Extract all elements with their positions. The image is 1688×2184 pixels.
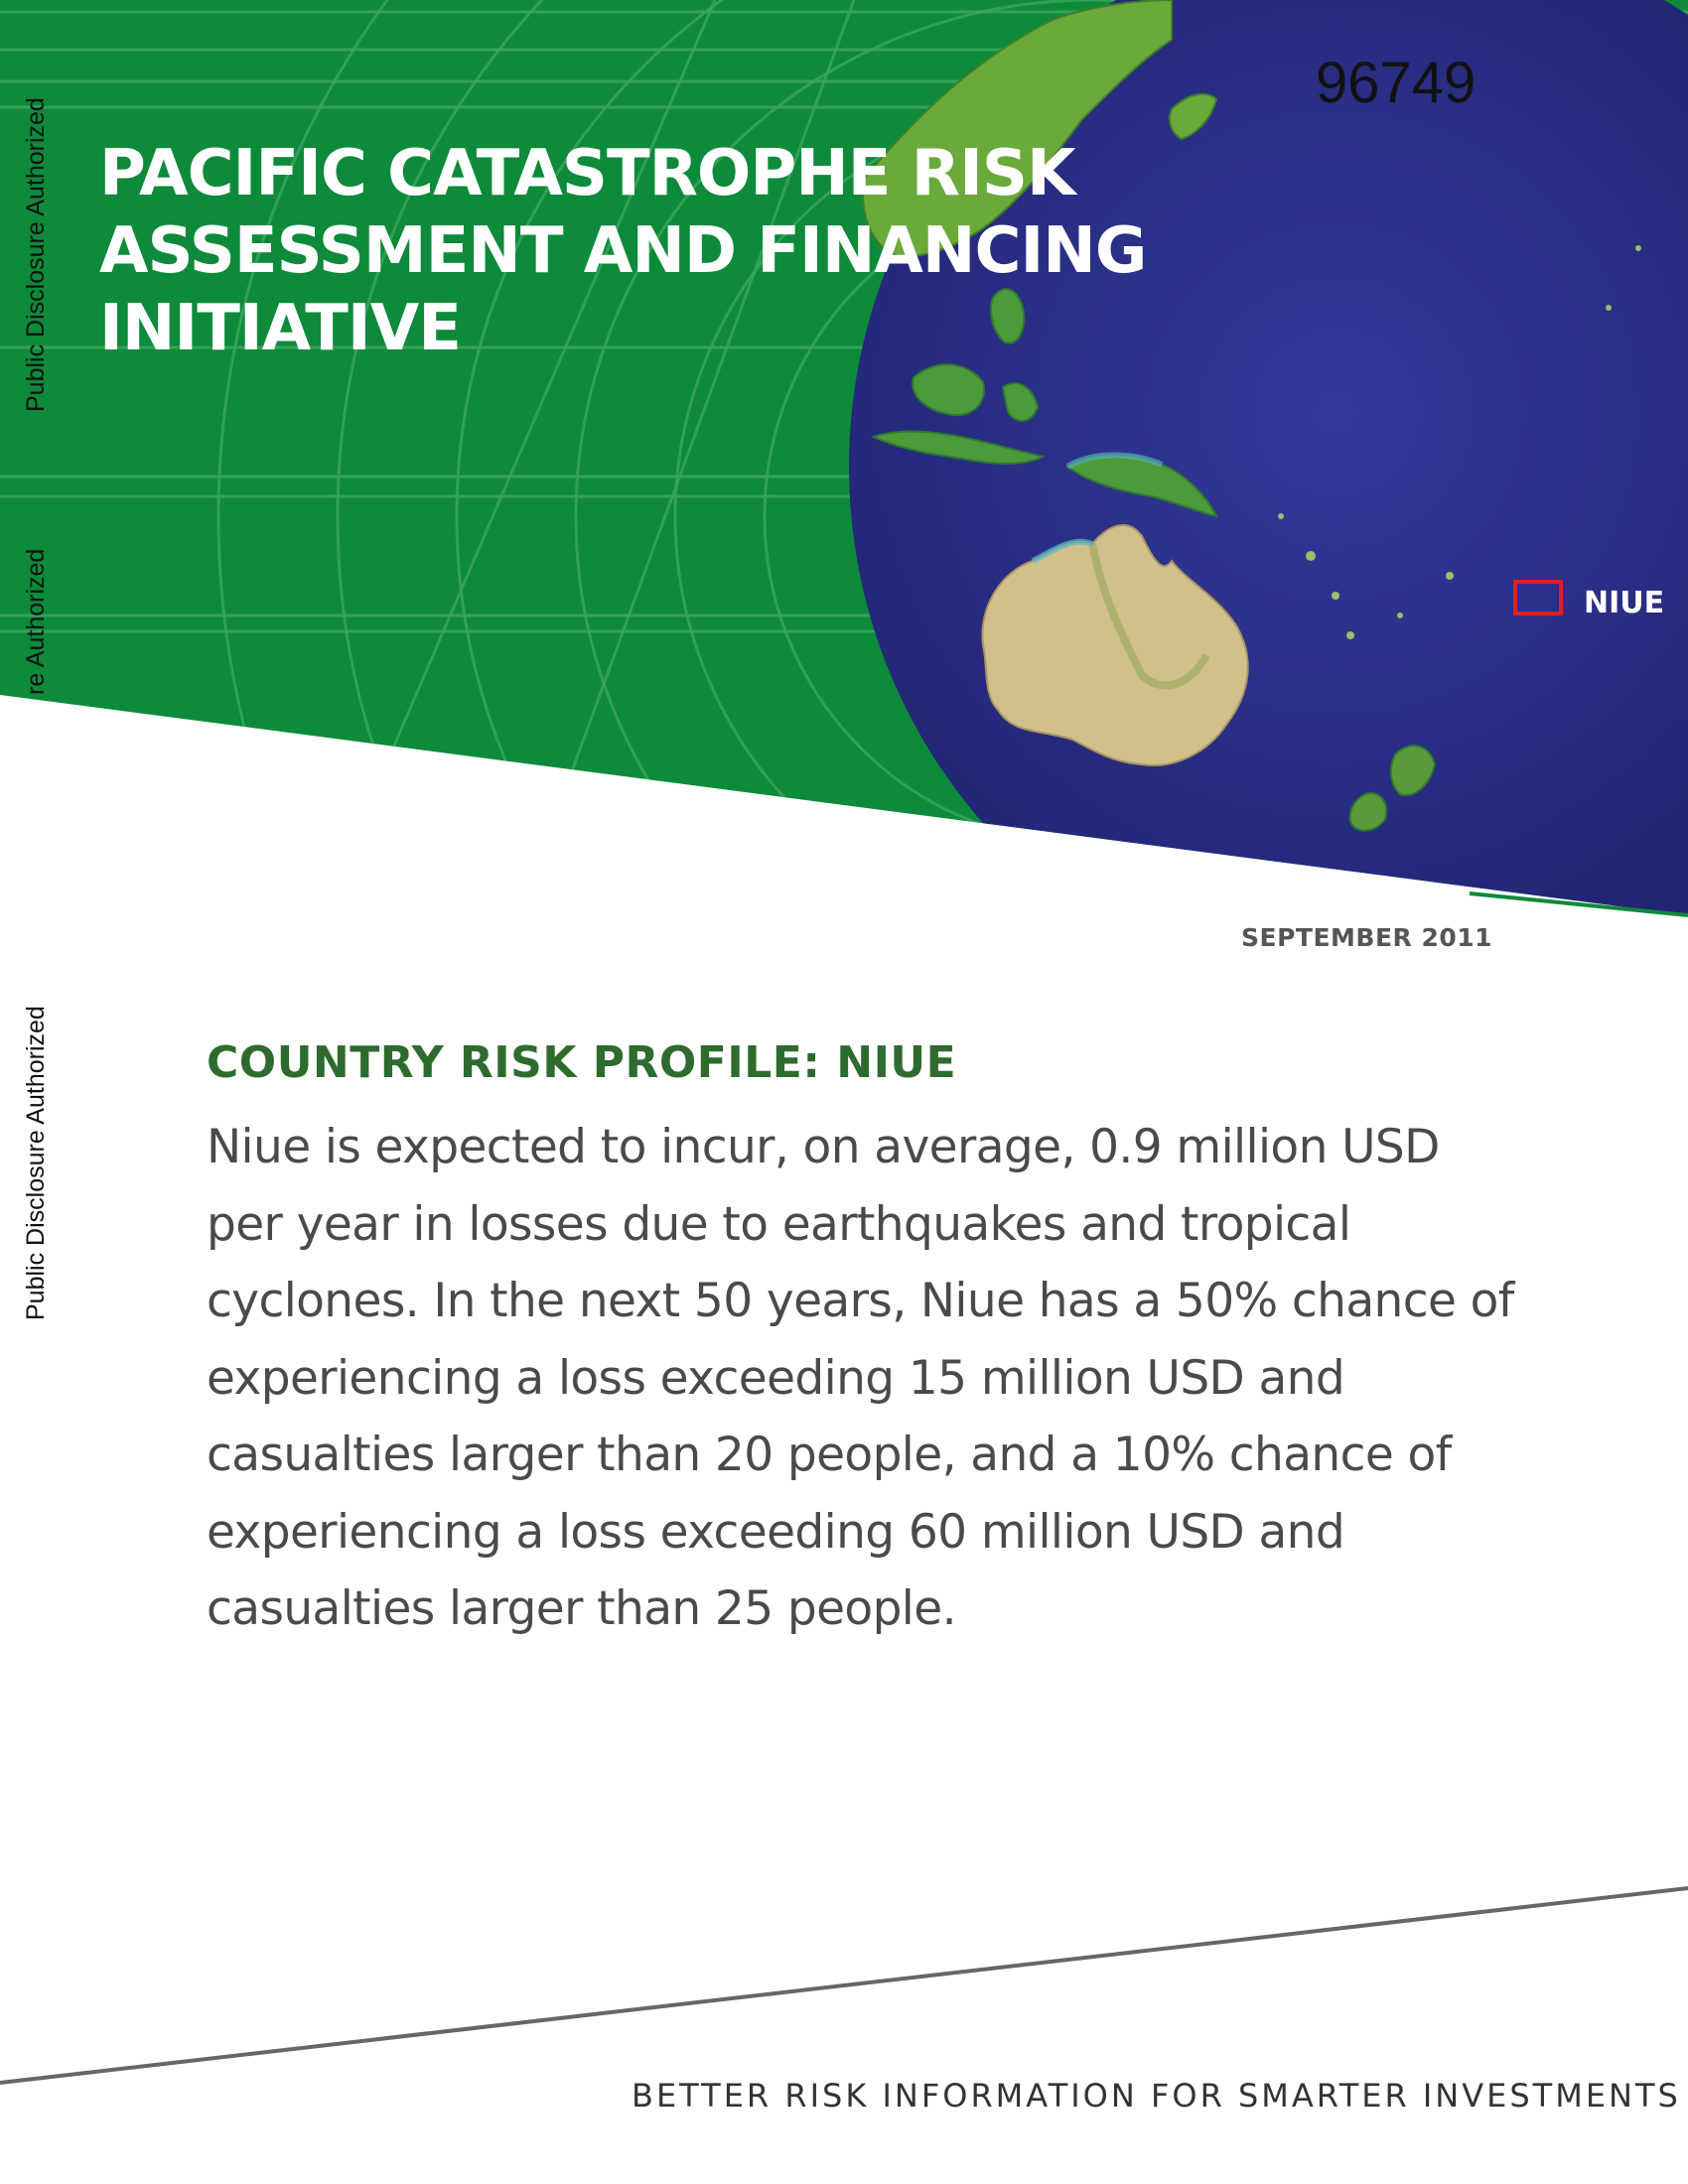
disclosure-label-top: Public Disclosure Authorized (22, 97, 50, 412)
footer-divider (0, 1866, 1688, 2105)
footer-tagline: BETTER RISK INFORMATION FOR SMARTER INVESTMENTS (632, 2077, 1681, 2115)
disclosure-label-middle: re Authorized (22, 548, 50, 695)
profile-heading: COUNTRY RISK PROFILE: NIUE (207, 1037, 957, 1088)
disclosure-label-bottom: Public Disclosure Authorized (22, 1006, 50, 1320)
report-title (99, 135, 1146, 367)
document-number: 96749 (1316, 51, 1477, 115)
publication-date: SEPTEMBER 2011 (1241, 923, 1493, 952)
title-line-2: ASSESSMENT AND FINANCING (99, 214, 1147, 288)
profile-summary: Niue is expected to incur, on average, 0.9 million USD per year in losses due to earthquakes and tropical cyclones. In the next 50 years, Niue has a 50% chance of experiencing a loss exceeding 15 million USD and casualties larger than 20 people, and a 10% chance of experiencing a loss exceeding 60 million USD and casualties larger than 25 people. (207, 1120, 1514, 1636)
niue-map-label: NIUE (1584, 586, 1665, 620)
niue-location-marker (1513, 580, 1563, 615)
title-line-3: INITIATIVE (99, 292, 461, 365)
title-line-1: PACIFIC CATASTROPHE RISK (99, 137, 1075, 210)
